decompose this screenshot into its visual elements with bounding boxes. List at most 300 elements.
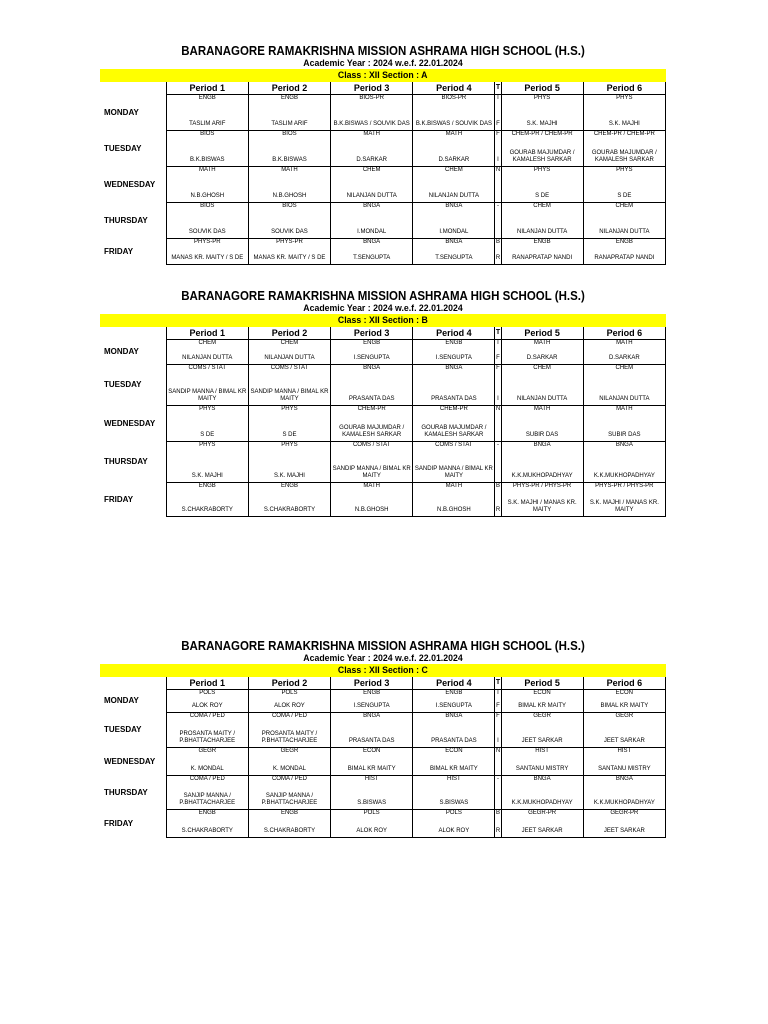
teacher-name: S.K. MAJHI / MANAS KR. MAITY xyxy=(589,499,659,514)
header-period: Period 1 xyxy=(166,82,248,95)
period-cell xyxy=(501,239,583,265)
subject-code: MATH xyxy=(363,131,380,137)
table-row xyxy=(100,95,666,131)
period-cell xyxy=(501,406,583,442)
period-cell xyxy=(166,748,248,776)
subject-code: PHYS-PR / PHYS-PR xyxy=(512,483,572,489)
academic-year: Academic Year : 2024 w.e.f. 22.01.2024 xyxy=(303,58,463,69)
subject-code: PHYS-PR xyxy=(276,239,303,245)
subject-code: BIOS xyxy=(282,131,297,137)
subject-code: ENGB xyxy=(363,340,381,346)
tiffin-letter: R xyxy=(495,828,501,835)
period-cell xyxy=(248,442,330,483)
period-cell xyxy=(331,483,413,517)
subject-code: BNGA xyxy=(445,203,463,209)
subject-code: CHEM xyxy=(533,203,551,209)
subject-code: ENGB xyxy=(280,483,298,489)
teacher-name: S.K. MAJHI xyxy=(191,473,223,480)
header-tiffin: T xyxy=(495,677,501,690)
header-period: Period 2 xyxy=(248,327,330,340)
teacher-name: D.SARKAR xyxy=(438,157,470,164)
period-cell xyxy=(166,442,248,483)
subject-code: BIOS xyxy=(282,203,297,209)
teacher-name: TASLIM ARIF xyxy=(271,121,308,128)
period-cell xyxy=(583,483,665,517)
day-label: TUESDAY xyxy=(104,725,142,735)
teacher-name: I.MONDAL xyxy=(439,229,469,236)
header-period: Period 3 xyxy=(331,327,413,340)
teacher-name: JEET SARKAR xyxy=(521,828,563,835)
tiffin-letter: - xyxy=(496,442,499,448)
period-cell xyxy=(583,203,665,239)
period-cell xyxy=(413,131,495,167)
teacher-name: T.SENGUPTA xyxy=(435,255,473,262)
header-blank xyxy=(100,677,166,690)
subject-code: COMA / PED xyxy=(189,776,225,782)
teacher-name: SANDIP MANNA / BIMAL KR MAITY xyxy=(332,465,411,480)
period-cell xyxy=(413,365,495,406)
timetable-grid xyxy=(100,327,666,517)
subject-code: BIOS xyxy=(200,131,215,137)
subject-code: BNGA xyxy=(363,203,381,209)
day-label: THURSDAY xyxy=(104,787,148,797)
teacher-name: K. MONDAL xyxy=(190,766,224,773)
day-label: MONDAY xyxy=(104,696,139,706)
teacher-name: D.SARKAR xyxy=(356,157,388,164)
teacher-name: K.K.MUKHOPADHYAY xyxy=(511,473,573,480)
academic-year: Academic Year : 2024 w.e.f. 22.01.2024 xyxy=(303,303,463,314)
teacher-name: NILANJAN DUTTA xyxy=(182,355,233,362)
tiffin-letter: B xyxy=(495,810,500,816)
day-label: FRIDAY xyxy=(104,246,134,256)
teacher-name: I.SENGUPTA xyxy=(435,355,472,362)
subject-code: BNGA xyxy=(445,365,463,371)
tiffin-letter: I xyxy=(497,396,499,403)
timetable-section xyxy=(100,639,666,838)
teacher-name: NILANJAN DUTTA xyxy=(264,355,315,362)
tiffin-letter: I xyxy=(497,157,499,164)
header-period: Period 6 xyxy=(583,327,665,340)
subject-code: PHYS xyxy=(533,95,551,101)
header-period: Period 4 xyxy=(413,82,495,95)
teacher-name: S.K. MAJHI xyxy=(273,473,305,480)
school-title: BARANAGORE RAMAKRISHNA MISSION ASHRAMA HIGH SCHOOL (H.S.) xyxy=(181,44,585,58)
period-cell xyxy=(501,713,583,748)
subject-code: POLS xyxy=(199,690,216,696)
teacher-name: S.CHAKRABORTY xyxy=(181,507,233,514)
teacher-name: GOURAB MAJUMDAR / KAMALESH SARKAR xyxy=(421,424,487,439)
subject-code: HIST xyxy=(535,748,549,754)
subject-code: PHYS xyxy=(533,167,551,173)
period-cell xyxy=(166,203,248,239)
teacher-name: JEET SARKAR xyxy=(603,738,645,745)
teacher-name: N.B.GHOSH xyxy=(354,507,389,514)
subject-code: CHEM-PR xyxy=(357,406,386,412)
teacher-name: I.SENGUPTA xyxy=(353,355,390,362)
period-cell xyxy=(248,239,330,265)
subject-code: BNGA xyxy=(445,713,463,719)
subject-code: BNGA xyxy=(363,713,381,719)
teacher-name: S.K. MAJHI xyxy=(526,121,558,128)
table-row xyxy=(100,406,666,442)
subject-code: PHYS xyxy=(616,95,633,101)
subject-code: COMA / PED xyxy=(189,713,225,719)
period-cell xyxy=(413,713,495,748)
teacher-name: NILANJAN DUTTA xyxy=(599,229,650,236)
timetable-grid xyxy=(100,82,666,265)
teacher-name: B.K.BISWAS / SOUVIK DAS xyxy=(415,121,492,128)
header-period: Period 3 xyxy=(331,677,413,690)
subject-code: ENGB xyxy=(533,239,551,245)
teacher-name: MANAS KR. MAITY / S DE xyxy=(171,255,244,262)
period-cell xyxy=(413,483,495,517)
tiffin-letter: N xyxy=(495,406,501,412)
subject-code: ECON xyxy=(615,690,634,696)
teacher-name: S.BISWAS xyxy=(439,800,469,807)
period-cell xyxy=(166,95,248,131)
period-cell xyxy=(501,442,583,483)
header-tiffin: T xyxy=(495,82,501,95)
tiffin-letter: R xyxy=(495,255,501,262)
period-cell xyxy=(583,340,665,365)
period-cell xyxy=(583,810,665,838)
period-cell xyxy=(166,239,248,265)
day-label: WEDNESDAY xyxy=(104,756,156,766)
day-label: TUESDAY xyxy=(104,380,142,390)
day-label: FRIDAY xyxy=(104,494,134,504)
teacher-name: RANAPRATAP NANDI xyxy=(512,255,573,262)
teacher-name: BIMAL KR MAITY xyxy=(429,766,478,773)
table-row xyxy=(100,713,666,748)
teacher-name: SANJIP MANNA / P.BHATTACHARJEE xyxy=(179,792,236,807)
teacher-name: NILANJAN DUTTA xyxy=(428,193,479,200)
period-cell xyxy=(166,690,248,713)
day-label: WEDNESDAY xyxy=(104,179,156,189)
subject-code: PHYS xyxy=(616,167,633,173)
header-period: Period 4 xyxy=(413,327,495,340)
subject-code: POLS xyxy=(363,810,380,816)
header-period: Period 2 xyxy=(248,82,330,95)
header-row xyxy=(100,82,666,95)
tiffin-letter: - xyxy=(496,776,499,782)
subject-code: CHEM xyxy=(533,365,551,371)
table-row xyxy=(100,483,666,517)
period-cell xyxy=(583,776,665,810)
header-period: Period 1 xyxy=(166,677,248,690)
teacher-name: GOURAB MAJUMDAR / KAMALESH SARKAR xyxy=(339,424,405,439)
teacher-name: N.B.GHOSH xyxy=(272,193,307,200)
subject-code: HIST xyxy=(617,748,632,754)
subject-code: ENGB xyxy=(280,95,298,101)
teacher-name: SOUVIK DAS xyxy=(271,229,308,236)
day-label: FRIDAY xyxy=(104,818,134,828)
teacher-name: PRASANTA DAS xyxy=(431,738,477,745)
tiffin-letter: F xyxy=(496,355,500,362)
tiffin-letter: N xyxy=(495,748,501,754)
subject-code: PHYS-PR / PHYS-PR xyxy=(595,483,654,489)
subject-code: MATH xyxy=(281,167,298,173)
period-cell xyxy=(166,131,248,167)
period-cell xyxy=(166,365,248,406)
teacher-name: K.K.MUKHOPADHYAY xyxy=(511,800,573,807)
subject-code: ECON xyxy=(363,748,381,754)
period-cell xyxy=(331,340,413,365)
period-cell xyxy=(331,131,413,167)
teacher-name: SANDIP MANNA / BIMAL KR MAITY xyxy=(414,465,493,480)
subject-code: BIOS-PR xyxy=(441,95,467,101)
teacher-name: B.K.BISWAS xyxy=(190,157,225,164)
period-cell xyxy=(501,365,583,406)
subject-code: CHEM-PR xyxy=(439,406,468,412)
teacher-name: GOURAB MAJUMDAR / KAMALESH SARKAR xyxy=(509,149,575,164)
teacher-name: B.K.BISWAS xyxy=(272,157,307,164)
period-cell xyxy=(166,776,248,810)
period-cell xyxy=(166,340,248,365)
period-cell xyxy=(331,776,413,810)
header-period: Period 5 xyxy=(501,82,583,95)
period-cell xyxy=(501,167,583,203)
subject-code: BNGA xyxy=(533,442,551,448)
subject-code: BNGA xyxy=(615,442,633,448)
period-cell xyxy=(331,365,413,406)
period-cell xyxy=(248,95,330,131)
subject-code: BNGA xyxy=(533,776,551,782)
subject-code: COMS / STAT xyxy=(188,365,226,371)
period-cell xyxy=(583,95,665,131)
timetable-grid xyxy=(100,677,666,838)
teacher-name: PROSANTA MAITY / P.BHATTACHARJEE xyxy=(179,730,236,745)
teacher-name: S DE xyxy=(617,193,632,200)
subject-code: PHYS xyxy=(199,406,216,412)
class-section-bar xyxy=(100,664,666,677)
teacher-name: I.MONDAL xyxy=(357,229,387,236)
teacher-name: ALOK ROY xyxy=(356,828,388,835)
teacher-name: MANAS KR. MAITY / S DE xyxy=(253,255,326,262)
teacher-name: S.CHAKRABORTY xyxy=(263,828,316,835)
period-cell xyxy=(248,713,330,748)
subject-code: BNGA xyxy=(615,776,633,782)
subject-code: BNGA xyxy=(445,239,463,245)
period-cell xyxy=(583,406,665,442)
subject-code: PHYS xyxy=(281,442,298,448)
subject-code: COMS / STAT xyxy=(352,442,391,448)
tiffin-letter: F xyxy=(496,121,500,128)
period-cell xyxy=(248,810,330,838)
subject-code: MATH xyxy=(533,406,551,412)
teacher-name: S.K. MAJHI / MANAS KR. MAITY xyxy=(507,499,577,514)
subject-code: ECON xyxy=(445,748,463,754)
tiffin-letter: I xyxy=(497,340,499,346)
period-cell xyxy=(413,239,495,265)
period-cell xyxy=(501,131,583,167)
tiffin-letter: F xyxy=(496,365,500,371)
period-cell xyxy=(331,690,413,713)
period-cell xyxy=(331,95,413,131)
header-row xyxy=(100,677,666,690)
period-cell xyxy=(248,167,330,203)
class-section-bar xyxy=(100,69,666,82)
period-cell xyxy=(248,748,330,776)
period-cell xyxy=(413,442,495,483)
teacher-name: K.K.MUKHOPADHYAY xyxy=(593,473,655,480)
subject-code: CHEM xyxy=(615,365,634,371)
day-label: MONDAY xyxy=(104,107,139,117)
subject-code: BIOS xyxy=(200,203,215,209)
day-label: TUESDAY xyxy=(104,143,142,153)
subject-code: BIOS-PR xyxy=(359,95,385,101)
period-cell xyxy=(413,340,495,365)
period-cell xyxy=(248,483,330,517)
tiffin-letter: R xyxy=(495,507,501,514)
subject-code: ENGB xyxy=(280,810,298,816)
header-blank xyxy=(100,82,166,95)
subject-code: CHEM-PR / CHEM-PR xyxy=(593,131,655,137)
teacher-name: RANAPRATAP NANDI xyxy=(594,255,655,262)
tiffin-letter: I xyxy=(497,738,499,745)
period-cell xyxy=(331,810,413,838)
day-label: WEDNESDAY xyxy=(104,418,156,428)
period-cell xyxy=(248,131,330,167)
teacher-name: S DE xyxy=(535,193,550,200)
teacher-name: PRASANTA DAS xyxy=(431,396,477,403)
subject-code: POLS xyxy=(281,690,298,696)
table-row xyxy=(100,365,666,406)
teacher-name: SOUVIK DAS xyxy=(188,229,226,236)
table-row xyxy=(100,748,666,776)
subject-code: CHEM-PR / CHEM-PR xyxy=(511,131,573,137)
period-cell xyxy=(413,810,495,838)
tiffin-letter: N xyxy=(495,167,501,173)
table-row xyxy=(100,690,666,713)
school-title: BARANAGORE RAMAKRISHNA MISSION ASHRAMA HIGH SCHOOL (H.S.) xyxy=(181,289,585,303)
subject-code: ENGB xyxy=(198,483,216,489)
tiffin-letter: F xyxy=(496,713,500,719)
subject-code: POLS xyxy=(445,810,462,816)
teacher-name: SANTANU MISTRY xyxy=(515,766,569,773)
period-cell xyxy=(166,483,248,517)
period-cell xyxy=(248,340,330,365)
subject-code: GEGR xyxy=(198,748,217,754)
day-label: THURSDAY xyxy=(104,215,148,225)
subject-code: CHEM xyxy=(280,340,299,346)
period-cell xyxy=(166,167,248,203)
period-cell xyxy=(331,167,413,203)
teacher-name: ALOK ROY xyxy=(274,703,305,710)
subject-code: ENGB xyxy=(445,340,463,346)
header-period: Period 2 xyxy=(248,677,330,690)
table-row xyxy=(100,203,666,239)
teacher-name: NILANJAN DUTTA xyxy=(516,396,568,403)
period-cell xyxy=(331,203,413,239)
teacher-name: PRASANTA DAS xyxy=(348,738,395,745)
header-period: Period 6 xyxy=(583,82,665,95)
period-cell xyxy=(166,810,248,838)
period-cell xyxy=(413,95,495,131)
teacher-name: D.SARKAR xyxy=(609,355,640,362)
subject-code: HIST xyxy=(447,776,461,782)
header-period: Period 5 xyxy=(501,327,583,340)
teacher-name: GOURAB MAJUMDAR / KAMALESH SARKAR xyxy=(591,149,657,164)
period-cell xyxy=(331,442,413,483)
class-section-label: Class : XII Section : C xyxy=(338,665,428,676)
table-row xyxy=(100,810,666,838)
subject-code: ENGB xyxy=(198,95,216,101)
subject-code: GEGR xyxy=(615,713,634,719)
tiffin-letter: - xyxy=(496,203,499,209)
period-cell xyxy=(248,776,330,810)
teacher-name: ALOK ROY xyxy=(191,703,223,710)
teacher-name: S DE xyxy=(200,432,215,439)
teacher-name: S.CHAKRABORTY xyxy=(181,828,233,835)
teacher-name: T.SENGUPTA xyxy=(353,255,391,262)
subject-code: GEGR-PR xyxy=(610,810,639,816)
teacher-name: BIMAL KR MAITY xyxy=(347,766,396,773)
period-cell xyxy=(331,239,413,265)
header-period: Period 3 xyxy=(331,82,413,95)
period-cell xyxy=(583,239,665,265)
header-row xyxy=(100,327,666,340)
teacher-name: I.SENGUPTA xyxy=(435,703,472,710)
subject-code: CHEM xyxy=(615,203,634,209)
teacher-name: TASLIM ARIF xyxy=(189,121,226,128)
subject-code: GEGR xyxy=(533,713,551,719)
period-cell xyxy=(501,95,583,131)
header-tiffin: T xyxy=(495,327,501,340)
period-cell xyxy=(583,167,665,203)
header-blank xyxy=(100,327,166,340)
table-row xyxy=(100,167,666,203)
teacher-name: SANJIP MANNA / P.BHATTACHARJEE xyxy=(261,792,318,807)
subject-code: ENGB xyxy=(615,239,633,245)
period-cell xyxy=(501,690,583,713)
subject-code: ENGB xyxy=(445,690,463,696)
teacher-name: S.K. MAJHI xyxy=(608,121,640,128)
subject-code: GEGR-PR xyxy=(528,810,557,816)
teacher-name: N.B.GHOSH xyxy=(437,507,471,514)
period-cell xyxy=(501,340,583,365)
period-cell xyxy=(413,690,495,713)
subject-code: MATH xyxy=(445,131,463,137)
teacher-name: K. MONDAL xyxy=(272,766,306,773)
period-cell xyxy=(166,713,248,748)
subject-code: GEGR xyxy=(280,748,299,754)
tiffin-letter: F xyxy=(496,703,500,710)
table-row xyxy=(100,239,666,265)
teacher-name: S DE xyxy=(282,432,297,439)
subject-code: BNGA xyxy=(363,365,381,371)
table-row xyxy=(100,776,666,810)
teacher-name: BIMAL KR MAITY xyxy=(518,703,566,710)
period-cell xyxy=(248,203,330,239)
subject-code: ECON xyxy=(533,690,551,696)
subject-code: MATH xyxy=(198,167,216,173)
subject-code: CHEM xyxy=(362,167,381,173)
period-cell xyxy=(248,406,330,442)
timetable-section xyxy=(100,289,666,517)
teacher-name: SANDIP MANNA / BIMAL KR MAITY xyxy=(168,388,247,403)
teacher-name: PRASANTA DAS xyxy=(348,396,395,403)
teacher-name: N.B.GHOSH xyxy=(190,193,225,200)
subject-code: MATH xyxy=(533,340,551,346)
period-cell xyxy=(331,406,413,442)
teacher-name: ALOK ROY xyxy=(438,828,470,835)
teacher-name: NILANJAN DUTTA xyxy=(599,396,650,403)
tiffin-letter: B xyxy=(495,239,500,245)
period-cell xyxy=(583,690,665,713)
teacher-name: PROSANTA MAITY / P.BHATTACHARJEE xyxy=(261,730,318,745)
class-section-label: Class : XII Section : A xyxy=(338,70,428,81)
subject-code: MATH xyxy=(616,340,633,346)
